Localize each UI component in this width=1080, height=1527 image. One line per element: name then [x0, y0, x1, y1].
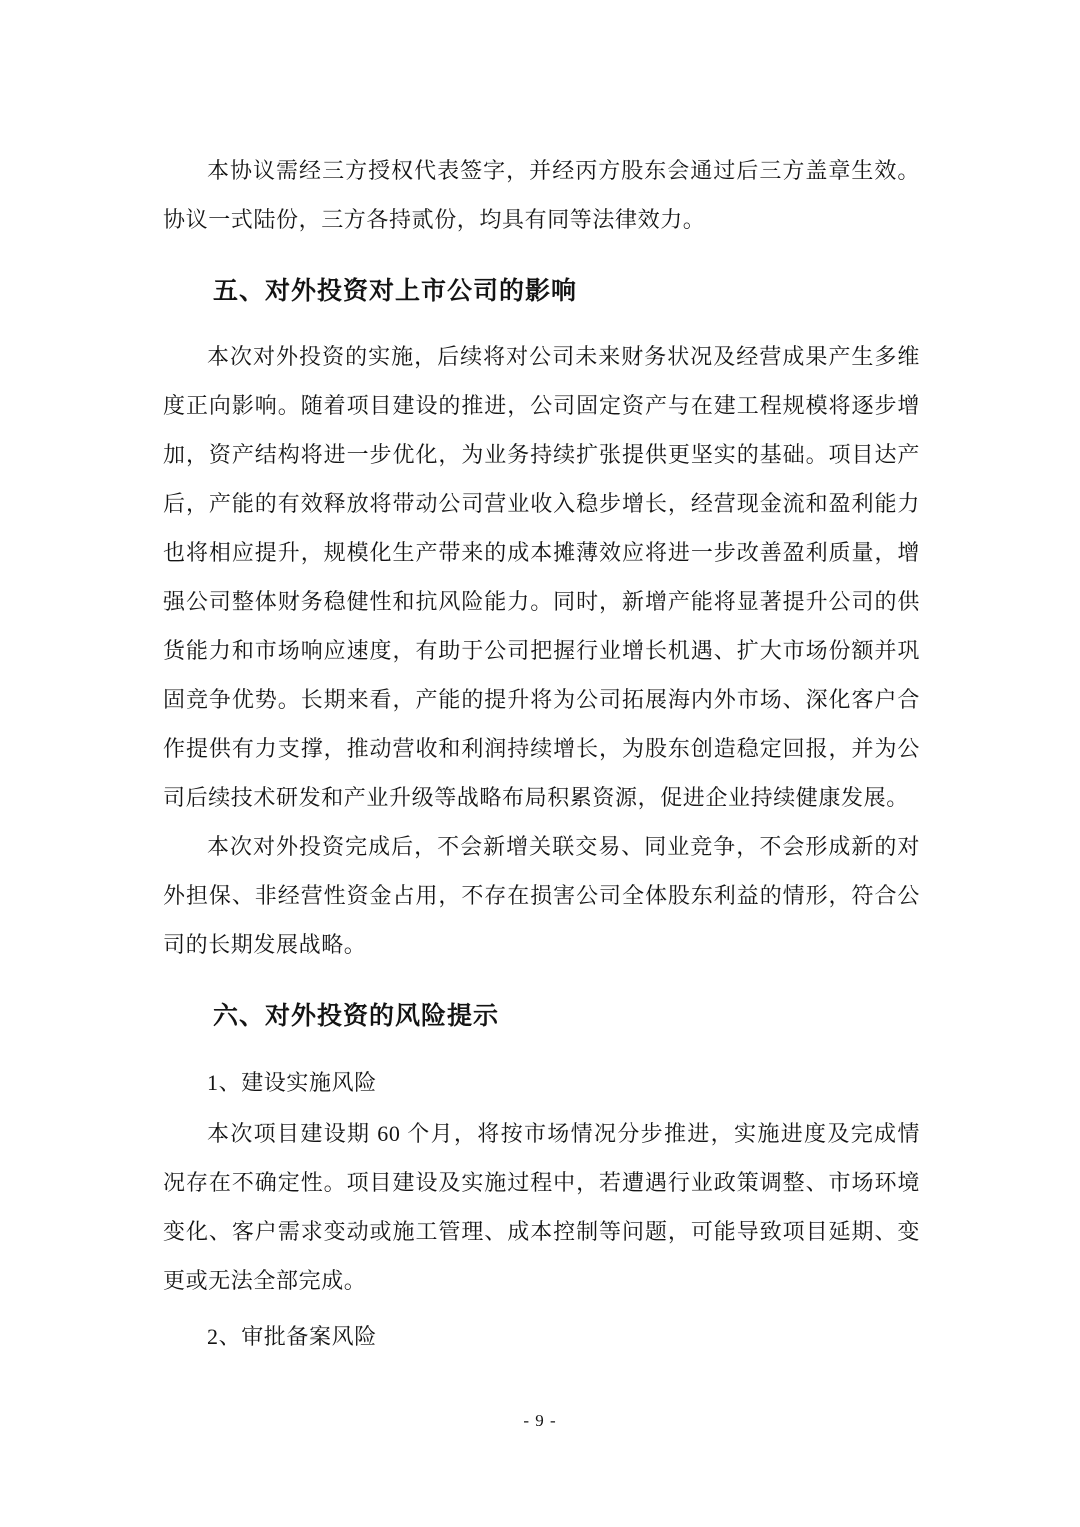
section-heading-five: 五、对外投资对上市公司的影响 — [213, 278, 578, 305]
section-heading-six: 六、对外投资的风险提示 — [213, 1003, 500, 1030]
risk-item-2-title: 2、审批备案风险 — [207, 1324, 377, 1349]
paragraph-no-related-transactions: 本次对外投资完成后，不会新增关联交易、同业竞争，不会形成新的对外担保、非经营性资金占用，不存在损害公司全体股东利益的情形，符合公司的长期发展战略。 — [163, 834, 920, 957]
risk-item-1-title: 1、建设实施风险 — [207, 1070, 377, 1095]
page-number: - 9 - — [523, 1411, 557, 1430]
paragraph-construction-risk: 本次项目建设期 60 个月，将按市场情况分步推进，实施进度及完成情况存在不确定性。项目建设及实施过程中，若遭遇行业政策调整、市场环境变化、客户需求变动或施工管理、成本控制等问题，可能导致项目延期、变更或无法全部完成。 — [163, 1121, 920, 1293]
paragraph-investment-impact: 本次对外投资的实施，后续将对公司未来财务状况及经营成果产生多维度正向影响。随着项目建设的推进，公司固定资产与在建工程规模将逐步增加，资产结构将进一步优化，为业务持续扩张提供更坚实的基础。项目达产后，产能的有效释放将带动公司营业收入稳步增长，经营现金流和盈利能力也将相应提升，规模化生产带来的成本摊薄效应将进一步改善盈利质量，增强公司整体财务稳健性和抗风险能力。同时，新增产能将显著提升公司的供货能力和市场响应速度，有助于公司把握行业增长机遇、扩大市场份额并巩固竞争优势。长期来看，产能的提升将为公司拓展海内外市场、深化客户合作提供有力支撑，推动营收和利润持续增长，为股东创造稳定回报，并为公司后续技术研发和产业升级等战略布局积累资源，促进企业持续健康发展。 — [163, 344, 920, 810]
paragraph-agreement-effect: 本协议需经三方授权代表签字，并经丙方股东会通过后三方盖章生效。协议一式陆份，三方各持贰份，均具有同等法律效力。 — [163, 158, 920, 232]
